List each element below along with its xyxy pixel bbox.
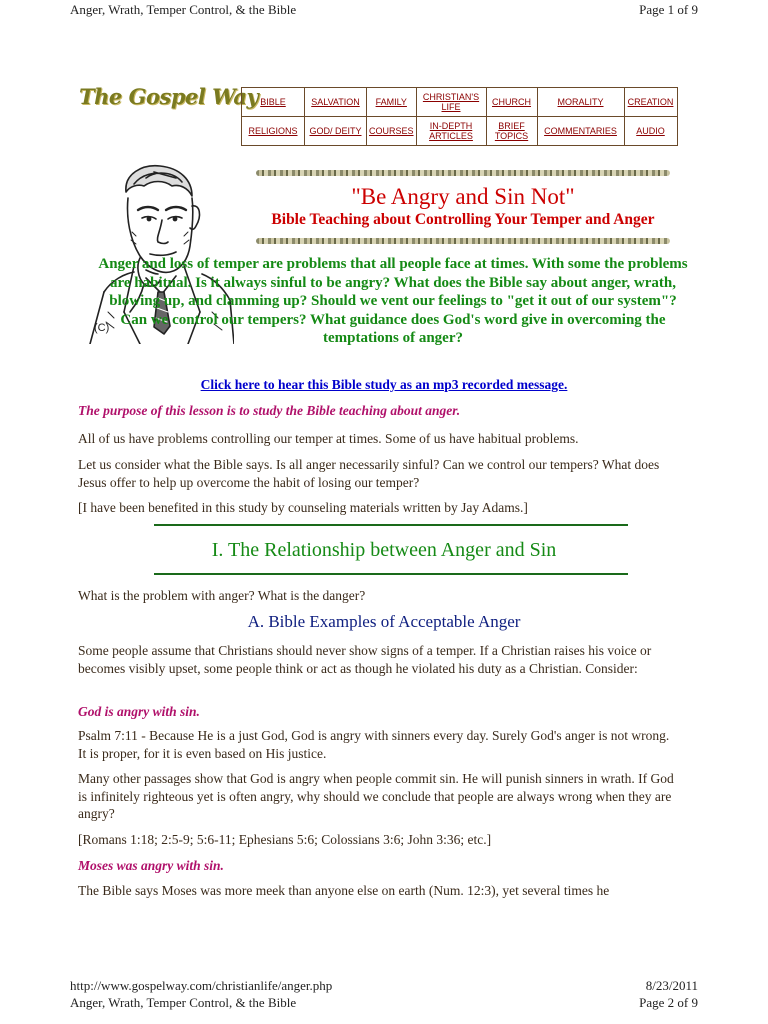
- copyright-mark: (C): [94, 322, 110, 334]
- audio-link[interactable]: Click here to hear this Bible study as an mp3 recorded message.: [200, 377, 568, 392]
- site-logo[interactable]: The Gospel Way: [79, 84, 259, 109]
- nav-morality[interactable]: MORALITY: [537, 88, 624, 117]
- footer-page-number: Page 2 of 9: [639, 995, 698, 1010]
- nav-family[interactable]: FAMILY: [367, 88, 417, 117]
- page-title: "Be Angry and Sin Not": [351, 184, 575, 209]
- nav-bible[interactable]: BIBLE: [242, 88, 305, 117]
- rope-divider: [256, 170, 670, 176]
- footer-url[interactable]: http://www.gospelway.com/christianlife/anger.php: [70, 978, 333, 993]
- rope-divider: [256, 238, 670, 244]
- paragraph: Psalm 7:11 - Because He is a just God, God is angry with sinners every day. Surely God's anger is not wrong. It is proper, for it is even based on His justice.: [78, 728, 670, 761]
- nav-god-deity[interactable]: GOD/ DEITY: [305, 117, 367, 146]
- intro-text: Anger and loss of temper are problems that all people face at times. With some the problems are habitual. Is it always sinful to be angry? What does the Bible say about anger, wrath, blowing up, and clamming up? Should we vent our feelings to "get it out of our system"? Can we control our tempers? What guidance does God's word give in overcoming the temptations of anger?: [98, 256, 688, 346]
- nav-in-depth-articles[interactable]: IN-DEPTH ARTICLES: [416, 117, 486, 146]
- footer-doc-title: Anger, Wrath, Temper Control, & the Bible: [70, 995, 297, 1010]
- header-page-number: Page 1 of 9: [639, 2, 698, 17]
- nav-salvation[interactable]: SALVATION: [305, 88, 367, 117]
- header-doc-title: Anger, Wrath, Temper Control, & the Bible: [70, 2, 297, 17]
- nav-christians-life[interactable]: CHRISTIAN'S LIFE: [416, 88, 486, 117]
- point-heading: Moses was angry with sin.: [78, 858, 224, 873]
- paragraph: All of us have problems controlling our temper at times. Some of us have habitual problems.: [78, 431, 579, 446]
- section-heading: I. The Relationship between Anger and Sin: [211, 539, 557, 561]
- paragraph: Some people assume that Christians should never show signs of a temper. If a Christian raises his voice or becomes visibly upset, some people think or act as though he violated his duty as a Christian. Consider:: [78, 643, 652, 676]
- nav-commentaries[interactable]: COMMENTARIES: [537, 117, 624, 146]
- nav-courses[interactable]: COURSES: [367, 117, 417, 146]
- page-subtitle: Bible Teaching about Controlling Your Temper and Anger: [271, 211, 655, 228]
- paragraph: [I have been benefited in this study by counseling materials written by Jay Adams.]: [78, 500, 528, 515]
- paragraph: What is the problem with anger? What is the danger?: [78, 588, 366, 603]
- paragraph: Let us consider what the Bible says. Is all anger necessarily sinful? Can we control our tempers? What does Jesus offer to help up overcome the habit of losing our temper?: [78, 457, 660, 490]
- subsection-heading: A. Bible Examples of Acceptable Anger: [247, 612, 521, 631]
- site-nav: [241, 87, 678, 146]
- section-divider: [154, 573, 628, 575]
- section-divider: [154, 524, 628, 526]
- purpose-statement: The purpose of this lesson is to study the Bible teaching about anger.: [78, 403, 461, 418]
- point-heading: God is angry with sin.: [78, 704, 200, 719]
- footer-date: 8/23/2011: [645, 978, 698, 993]
- paragraph: The Bible says Moses was more meek than anyone else on earth (Num. 12:3), yet several times he: [78, 883, 610, 898]
- nav-church[interactable]: CHURCH: [486, 88, 537, 117]
- nav-brief-topics[interactable]: BRIEF TOPICS: [486, 117, 537, 146]
- paragraph: Many other passages show that God is angry when people commit sin. He will punish sinners in wrath. If God is infinitely righteous yet is often angry, why should we conclude that people are always wrong when they are angry?: [78, 771, 674, 821]
- nav-religions[interactable]: RELIGIONS: [242, 117, 305, 146]
- paragraph: [Romans 1:18; 2:5-9; 5:6-11; Ephesians 5:6; Colossians 3:6; John 3:36; etc.]: [78, 832, 492, 847]
- nav-creation[interactable]: CREATION: [624, 88, 677, 117]
- nav-audio[interactable]: AUDIO: [624, 117, 677, 146]
